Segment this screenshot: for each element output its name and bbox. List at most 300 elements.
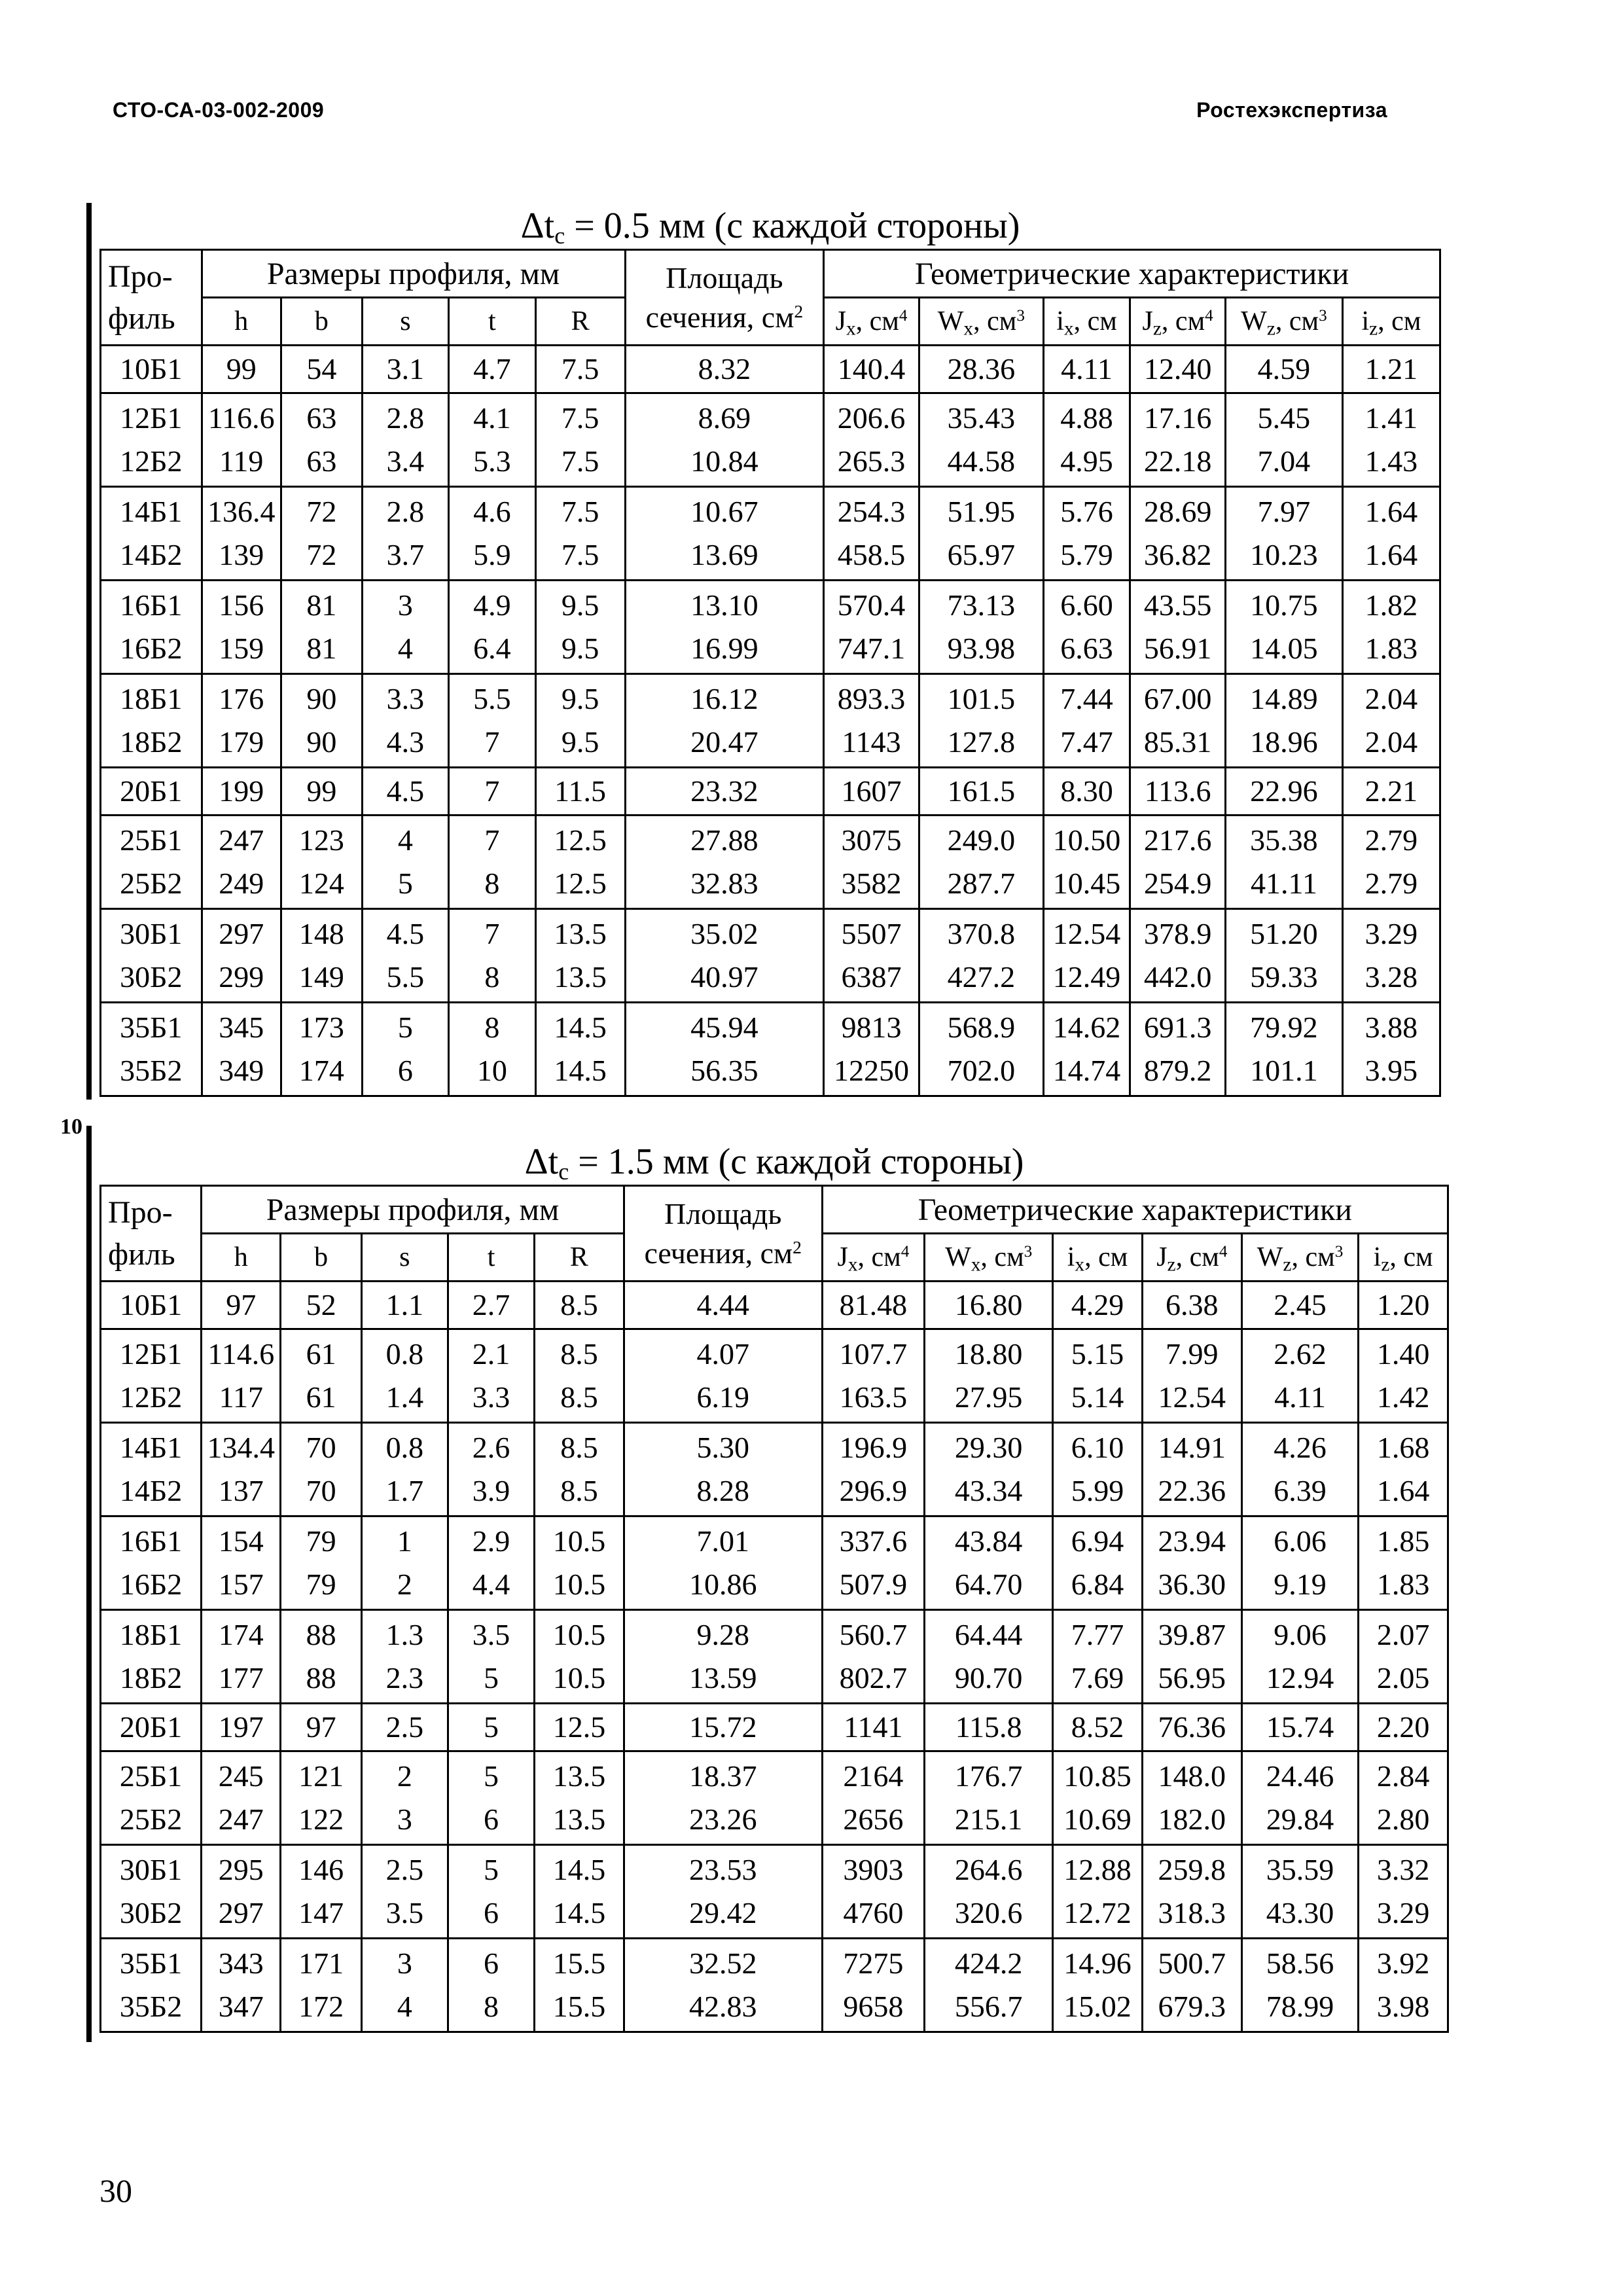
table-cell (281, 674, 363, 768)
cell-stack (450, 910, 534, 1001)
cell-value: 13.5 (554, 917, 607, 950)
table-cell (1226, 487, 1343, 581)
table-cell (625, 674, 824, 768)
cell-value: 78.99 (1266, 1990, 1334, 2023)
table-cell (624, 1704, 822, 1751)
cell-stack (101, 1611, 200, 1702)
cell-value: 30Б1 (119, 1853, 183, 1886)
cell-value: 12Б1 (119, 1337, 183, 1371)
cell-stack (825, 1003, 918, 1095)
table-cell (1359, 1282, 1448, 1329)
cell-value: 16.99 (690, 632, 758, 665)
cell-stack (1344, 768, 1439, 814)
cell-value: 23.26 (688, 1803, 757, 1836)
cell-stack (920, 488, 1043, 579)
cell-stack (925, 1330, 1052, 1422)
cell-value: 163.5 (839, 1380, 908, 1414)
cell-value: 4 (397, 632, 413, 665)
cell-value: 893.3 (837, 682, 906, 715)
header-profile-line1: Про- (108, 259, 173, 294)
cell-value: 148.0 (1158, 1759, 1226, 1793)
table-cell (824, 346, 919, 393)
cell-value: 2 (397, 1568, 412, 1601)
cell-stack (449, 1704, 533, 1750)
table-cell (101, 346, 202, 393)
table-cell (281, 1704, 361, 1751)
table-cell (925, 1423, 1053, 1516)
cell-value: 3.3 (386, 682, 425, 715)
geo-unit: , см (1073, 306, 1117, 336)
cell-value: 6 (484, 1803, 499, 1836)
header-geo-3 (1142, 1234, 1241, 1282)
cell-value: 1.64 (1376, 1474, 1430, 1507)
cell-stack (1131, 1003, 1224, 1095)
table-cell (448, 1329, 534, 1423)
cell-value: 5.3 (473, 444, 511, 478)
table-cell (624, 1751, 822, 1845)
table-cell (919, 393, 1043, 487)
cell-value: 9.28 (696, 1618, 749, 1651)
cell-value: 427.2 (947, 960, 1016, 994)
cell-value: 12.54 (1158, 1380, 1226, 1414)
cell-stack (825, 768, 918, 814)
cell-value: 2.8 (386, 401, 425, 435)
table-cell (202, 1751, 281, 1845)
table-cell (1053, 1516, 1143, 1610)
cell-stack (203, 488, 280, 579)
table-cell (1142, 1282, 1241, 1329)
cell-value: 245 (218, 1759, 264, 1793)
cell-value: 16Б2 (119, 1568, 183, 1601)
table-row-group (101, 1003, 1440, 1096)
table-cell (1342, 909, 1440, 1003)
table-cell (1130, 346, 1226, 393)
cell-value: 70 (306, 1474, 336, 1507)
cell-stack (1054, 1517, 1141, 1609)
cell-value: 8 (484, 960, 500, 994)
cell-stack (282, 675, 361, 766)
cell-stack (1143, 1424, 1241, 1515)
cell-value: 54 (306, 352, 337, 386)
table-row-group (101, 1610, 1448, 1704)
table-cell (822, 1751, 924, 1845)
cell-value: 179 (219, 725, 264, 759)
table-cell (281, 1329, 361, 1423)
cell-stack (101, 1330, 200, 1422)
cell-value: 14Б1 (120, 495, 183, 528)
cell-value: 7.5 (561, 401, 599, 435)
cell-stack (363, 1424, 447, 1515)
cell-value: 6.19 (696, 1380, 749, 1414)
cell-value: 172 (298, 1990, 344, 2023)
cell-value: 6.84 (1071, 1568, 1124, 1601)
cell-value: 8.5 (560, 1380, 598, 1414)
cell-value: 107.7 (839, 1337, 908, 1371)
cell-value: 4.44 (696, 1288, 749, 1321)
cell-stack (535, 1517, 623, 1609)
cell-stack (1044, 488, 1129, 579)
cell-stack (1054, 1611, 1141, 1702)
geo-exponent: 4 (899, 307, 908, 325)
table-cell (1342, 581, 1440, 674)
table-cell (1359, 1329, 1448, 1423)
table-cell (202, 1610, 281, 1704)
cell-stack (1226, 488, 1342, 579)
cell-stack (1044, 768, 1129, 814)
table-cell (281, 1939, 361, 2032)
cell-stack (625, 1752, 821, 1844)
cell-value: 6387 (841, 960, 902, 994)
cell-value: 197 (218, 1710, 264, 1744)
cell-value: 35.59 (1266, 1853, 1334, 1886)
cell-stack (537, 581, 624, 673)
cell-stack (537, 675, 624, 766)
table-cell (1142, 1329, 1241, 1423)
cell-value: 5 (484, 1710, 499, 1744)
cell-stack (1044, 1003, 1129, 1095)
cell-value: 249.0 (947, 823, 1016, 857)
cell-value: 10.75 (1250, 588, 1318, 622)
cell-value: 2.04 (1364, 682, 1418, 715)
cell-stack (1131, 816, 1224, 908)
table-cell (1241, 1610, 1358, 1704)
header-area-line1: Площадь (666, 260, 783, 295)
cell-value: 14.62 (1052, 1011, 1121, 1044)
cell-value: 264.6 (954, 1853, 1023, 1886)
cell-stack (203, 394, 280, 486)
cell-value: 22.36 (1158, 1474, 1226, 1507)
table-cell (1142, 1516, 1241, 1610)
cell-value: 8.5 (560, 1288, 598, 1321)
cell-value: 679.3 (1158, 1990, 1226, 2023)
cell-stack (101, 346, 201, 392)
cell-stack (1359, 1517, 1447, 1609)
header-area (625, 250, 824, 346)
cell-value: 5.30 (696, 1431, 749, 1464)
table-cell (101, 1939, 202, 2032)
cell-value: 16.80 (954, 1288, 1023, 1321)
cell-value: 16Б1 (120, 588, 183, 622)
table-cell (1142, 1423, 1241, 1516)
cell-stack (101, 394, 201, 486)
cell-stack (202, 1611, 279, 1702)
cell-value: 176 (219, 682, 264, 715)
cell-value: 1.85 (1376, 1524, 1430, 1558)
cell-stack (363, 1939, 447, 2031)
cell-stack (1243, 1330, 1357, 1422)
cell-value: 691.3 (1143, 1011, 1212, 1044)
cell-value: 2.62 (1274, 1337, 1327, 1371)
cell-stack (925, 1752, 1052, 1844)
cell-stack (535, 1330, 623, 1422)
geo-symbol: W (945, 1242, 971, 1272)
cell-value: 10.23 (1250, 538, 1318, 571)
cell-stack (1243, 1846, 1357, 1937)
cell-value: 5 (397, 867, 413, 900)
cell-value: 93.98 (947, 632, 1016, 665)
table-cell (362, 768, 448, 816)
cell-stack (282, 816, 361, 908)
table-cell (448, 1845, 534, 1939)
table-cell (925, 1704, 1053, 1751)
cell-value: 18.96 (1250, 725, 1318, 759)
cell-value: 81 (306, 632, 337, 665)
cell-value: 8.5 (560, 1337, 598, 1371)
cell-stack (920, 346, 1043, 392)
header-profile-line1: Про- (108, 1194, 173, 1230)
table-cell (1359, 1751, 1448, 1845)
table-cell (1130, 1003, 1226, 1096)
cell-value: 1.68 (1376, 1431, 1430, 1464)
header-geo-2 (1053, 1234, 1143, 1282)
cell-stack (203, 675, 280, 766)
table-cell (535, 1282, 624, 1329)
cell-stack (449, 1424, 533, 1515)
header-dim-t: t (449, 298, 535, 346)
table-cell (535, 1516, 624, 1610)
cell-value: 5.14 (1071, 1380, 1124, 1414)
table-cell (362, 909, 448, 1003)
cell-value: 29.30 (954, 1431, 1023, 1464)
cell-value: 79.92 (1250, 1011, 1318, 1044)
table-cell (1241, 1423, 1358, 1516)
cell-value: 4.95 (1060, 444, 1113, 478)
table-cell (101, 1751, 202, 1845)
cell-stack (282, 1003, 361, 1095)
table-row-group (101, 487, 1440, 581)
table-cell (1130, 674, 1226, 768)
cell-value: 10.85 (1063, 1759, 1132, 1793)
cell-stack (1044, 675, 1129, 766)
cell-stack (1226, 394, 1342, 486)
table-cell (1130, 816, 1226, 909)
cell-value: 20Б1 (120, 774, 183, 808)
geo-symbol: J (1156, 1242, 1168, 1272)
cell-value: 12Б2 (119, 1380, 183, 1414)
header-dim-b: b (281, 1234, 361, 1282)
cell-stack (535, 1424, 623, 1515)
cell-stack (1044, 910, 1129, 1001)
cell-stack (1359, 1282, 1447, 1328)
cell-stack (1344, 816, 1439, 908)
cell-value: 14.5 (552, 1853, 606, 1886)
caption-sub: c (558, 1158, 569, 1185)
table-cell (535, 1329, 624, 1423)
cell-value: 121 (298, 1759, 344, 1793)
cell-stack (203, 346, 280, 392)
cell-value: 1.40 (1376, 1337, 1430, 1371)
cell-value: 5.9 (473, 538, 511, 571)
cell-value: 14.91 (1158, 1431, 1226, 1464)
header-area-line1: Площадь (664, 1196, 782, 1230)
header-dimensions: Размеры профиля, мм (202, 1186, 624, 1234)
table-cell (919, 674, 1043, 768)
geo-unit: , см (1161, 306, 1205, 336)
cell-value: 30Б1 (120, 917, 183, 950)
cell-value: 137 (218, 1474, 264, 1507)
cell-value: 4 (397, 823, 413, 857)
cell-stack (1243, 1424, 1357, 1515)
cell-stack (823, 1752, 923, 1844)
cell-value: 20Б1 (119, 1710, 183, 1744)
cell-stack (626, 488, 823, 579)
cell-value: 3903 (843, 1853, 904, 1886)
cell-value: 8 (484, 867, 500, 900)
table-cell (1359, 1704, 1448, 1751)
table-cell (1043, 393, 1130, 487)
cell-stack (1131, 488, 1224, 579)
header-dim-t: t (448, 1234, 534, 1282)
cell-stack (925, 1517, 1052, 1609)
cell-value: 140.4 (837, 352, 906, 386)
table-cell (925, 1751, 1053, 1845)
table-cell (824, 1003, 919, 1096)
cell-stack (1131, 581, 1224, 673)
cell-stack (1243, 1704, 1357, 1750)
cell-stack (450, 768, 534, 814)
cell-stack (1359, 1424, 1447, 1515)
table-row-group (101, 1423, 1448, 1516)
cell-stack (920, 394, 1043, 486)
geo-symbol: i (1067, 1242, 1075, 1272)
cell-value: 2.45 (1274, 1288, 1327, 1321)
cell-stack (1044, 581, 1129, 673)
cell-value: 18.37 (688, 1759, 757, 1793)
cell-value: 2.5 (385, 1710, 424, 1744)
cell-value: 32.83 (690, 867, 758, 900)
cell-value: 9.19 (1274, 1568, 1327, 1601)
cell-stack (1226, 675, 1342, 766)
cell-value: 320.6 (954, 1896, 1023, 1929)
table-cell (1043, 487, 1130, 581)
cell-value: 2.80 (1376, 1803, 1430, 1836)
table-cell (822, 1516, 924, 1610)
cell-stack (625, 1424, 821, 1515)
table-cell (919, 487, 1043, 581)
table-cell (448, 1751, 534, 1845)
cell-value: 6.63 (1060, 632, 1113, 665)
cell-value: 12.49 (1052, 960, 1121, 994)
cell-stack (925, 1611, 1052, 1702)
table-cell (202, 581, 281, 674)
cell-value: 2.79 (1364, 823, 1418, 857)
cell-stack (363, 1704, 447, 1750)
cell-stack (101, 816, 201, 908)
cell-value: 2.3 (385, 1661, 424, 1695)
table-cell (1359, 1939, 1448, 2032)
cell-value: 4.59 (1257, 352, 1311, 386)
cell-value: 45.94 (690, 1011, 758, 1044)
cell-stack (1226, 581, 1342, 673)
cell-stack (450, 581, 534, 673)
table-cell (449, 1003, 535, 1096)
table-cell (822, 1423, 924, 1516)
table-block-1 (99, 1139, 1449, 2033)
cell-stack (450, 1003, 534, 1095)
cell-stack (1054, 1282, 1141, 1328)
cell-stack (1344, 675, 1439, 766)
geo-symbol: W (1257, 1242, 1283, 1272)
geo-unit: , см (1389, 1242, 1433, 1272)
cell-stack (1344, 346, 1439, 392)
table-cell (1053, 1845, 1143, 1939)
table-cell (361, 1845, 448, 1939)
cell-stack (625, 1517, 821, 1609)
table-cell (361, 1610, 448, 1704)
cell-stack (202, 1330, 279, 1422)
cell-value: 3.7 (386, 538, 425, 571)
cell-value: 7.69 (1071, 1661, 1124, 1695)
cell-stack (1344, 394, 1439, 486)
cell-value: 10.45 (1052, 867, 1121, 900)
table-row-group (101, 1845, 1448, 1939)
cell-stack (537, 394, 624, 486)
table-cell (361, 1329, 448, 1423)
table-cell (624, 1610, 822, 1704)
header-area-exponent: 2 (793, 1236, 802, 1257)
table-cell (822, 1329, 924, 1423)
cell-stack (363, 488, 448, 579)
cell-value: 15.72 (688, 1710, 757, 1744)
cell-value: 6.60 (1060, 588, 1113, 622)
cell-value: 90 (306, 682, 337, 715)
cell-stack (920, 1003, 1043, 1095)
cell-value: 3.88 (1364, 1011, 1418, 1044)
table-cell (625, 768, 824, 816)
cell-value: 18Б1 (120, 682, 183, 715)
cell-value: 3582 (841, 867, 902, 900)
cell-value: 1.82 (1364, 588, 1418, 622)
cell-stack (101, 910, 201, 1001)
cell-value: 15.5 (552, 1946, 606, 1980)
table-cell (448, 1610, 534, 1704)
cell-value: 10.50 (1052, 823, 1121, 857)
cell-value: 3.32 (1376, 1853, 1430, 1886)
table-row-group (101, 1282, 1448, 1329)
cell-value: 3.9 (472, 1474, 510, 1507)
cell-value: 3.4 (386, 444, 425, 478)
header-geo-0 (824, 298, 919, 346)
cell-stack (101, 1846, 200, 1937)
header-dim-b: b (281, 298, 363, 346)
geo-index: z (1283, 1254, 1292, 1276)
cell-stack (1054, 1752, 1141, 1844)
cell-value: 7.5 (561, 538, 599, 571)
cell-value: 2.04 (1364, 725, 1418, 759)
cell-value: 43.55 (1143, 588, 1212, 622)
revision-number: 10 (60, 1115, 82, 1139)
cell-stack (925, 1704, 1052, 1750)
header-dim-R: R (535, 1234, 624, 1282)
table-cell (281, 1751, 361, 1845)
cell-value: 39.87 (1158, 1618, 1226, 1651)
document-code: СТО-СА-03-002-2009 (113, 98, 325, 122)
cell-stack (449, 1517, 533, 1609)
table-cell (925, 1939, 1053, 2032)
cell-stack (281, 1939, 360, 2031)
cell-stack (1243, 1939, 1357, 2031)
table-cell (925, 1282, 1053, 1329)
cell-value: 12.88 (1063, 1853, 1132, 1886)
table-cell (449, 393, 535, 487)
cell-stack (823, 1939, 923, 2031)
cell-value: 9.5 (561, 682, 599, 715)
cell-value: 35Б1 (119, 1946, 183, 1980)
table-cell (1226, 909, 1343, 1003)
cell-value: 154 (218, 1524, 264, 1558)
cell-value: 5 (484, 1853, 499, 1886)
cell-value: 12250 (834, 1054, 910, 1087)
